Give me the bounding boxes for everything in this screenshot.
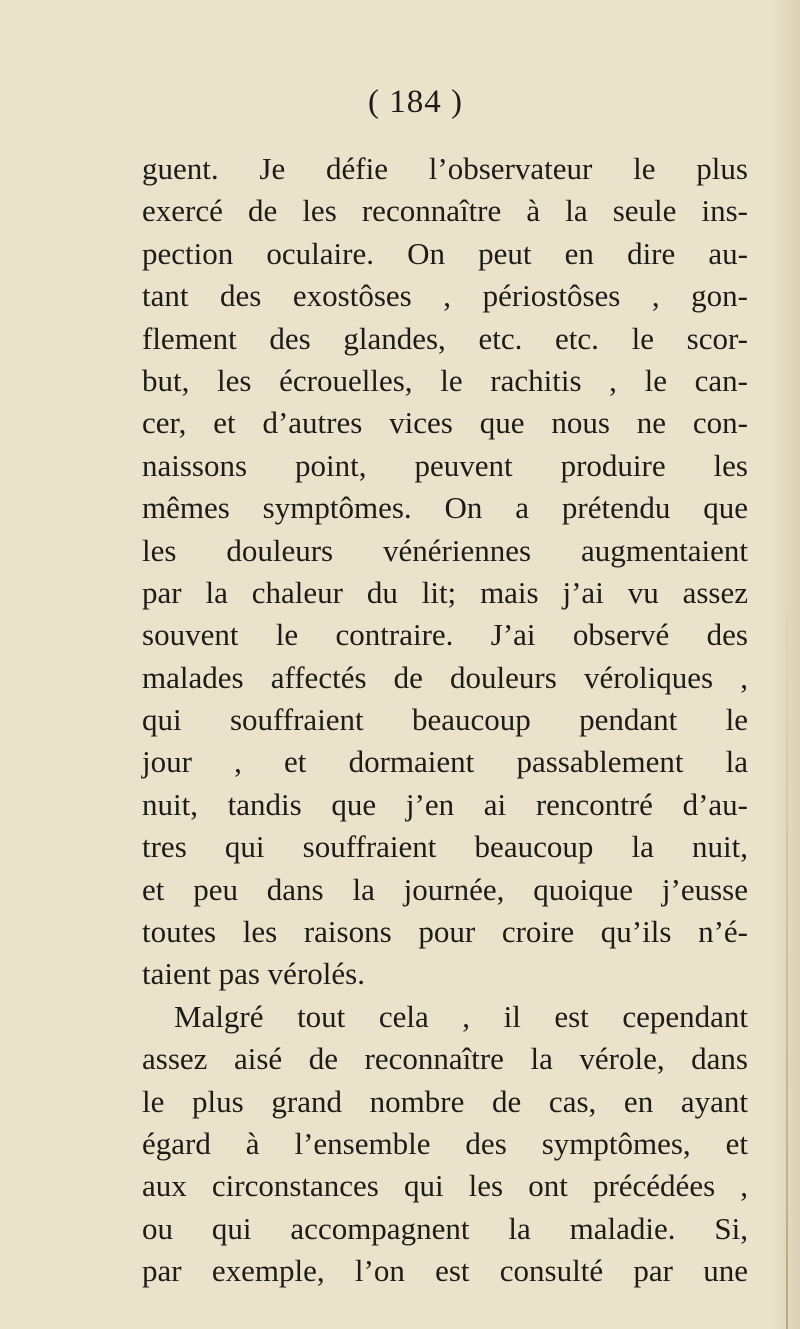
- page-number: ( 184 ): [368, 84, 463, 120]
- text-line: qui souffraient beaucoup pendant le: [142, 702, 748, 738]
- page-edge-line: [786, 560, 788, 1329]
- text-line: et peu dans la journée, quoique j’eusse: [142, 871, 748, 907]
- text-line: tant des exostôses , périostôses , gon-: [142, 278, 748, 314]
- text-line: par la chaleur du lit; mais j’ai vu assez: [142, 574, 748, 610]
- text-line: souvent le contraire. J’ai observé des: [142, 617, 748, 653]
- text-line: Malgré tout cela , il est cependant: [174, 998, 748, 1034]
- text-line: égard à l’ensemble des symptômes, et: [142, 1125, 748, 1161]
- text-line: toutes les raisons pour croire qu’ils n’é-: [142, 914, 748, 950]
- text-line: le plus grand nombre de cas, en ayant: [142, 1083, 748, 1119]
- text-line: exercé de les reconnaître à la seule ins-: [142, 193, 748, 229]
- body-text: [142, 148, 748, 1293]
- text-line: pection oculaire. On peut en dire au-: [142, 235, 748, 271]
- text-line: ou qui accompagnent la maladie. Si,: [142, 1210, 748, 1246]
- text-line: mêmes symptômes. On a prétendu que: [142, 490, 748, 526]
- text-line: naissons point, peuvent produire les: [142, 447, 748, 483]
- text-line: jour , et dormaient passablement la: [142, 744, 748, 780]
- page-edge-shadow: [770, 0, 800, 1329]
- text-line: aux circonstances qui les ont précédées ,: [142, 1168, 748, 1204]
- text-line: tres qui souffraient beaucoup la nuit,: [142, 829, 748, 865]
- text-line: malades affectés de douleurs véroliques ,: [142, 659, 748, 695]
- text-line: taient pas vérolés.: [142, 956, 365, 992]
- text-line: par exemple, l’on est consulté par une: [142, 1253, 748, 1289]
- text-line: cer, et d’autres vices que nous ne con-: [142, 405, 748, 441]
- text-line: flement des glandes, etc. etc. le scor-: [142, 320, 748, 356]
- text-line: assez aisé de reconnaître la vérole, dans: [142, 1041, 748, 1077]
- text-line: but, les écrouelles, le rachitis , le can-: [142, 362, 748, 398]
- text-line: guent. Je défie l’observateur le plus: [142, 151, 748, 186]
- text-line: les douleurs vénériennes augmentaient: [142, 532, 748, 568]
- text-line: nuit, tandis que j’en ai rencontré d’au-: [142, 786, 748, 822]
